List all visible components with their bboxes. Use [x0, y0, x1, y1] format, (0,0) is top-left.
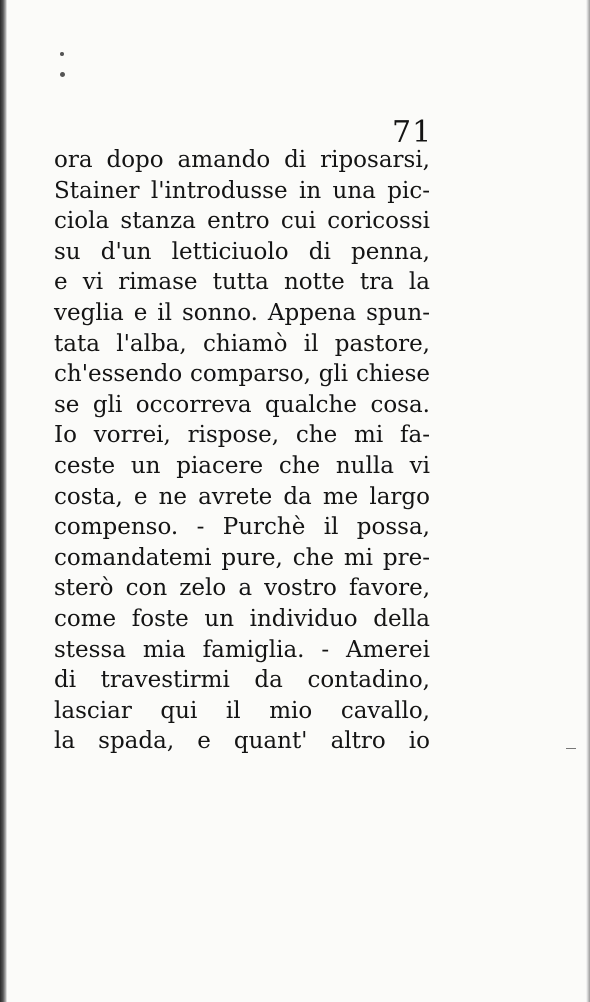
text-line: costa, e ne avrete da me largo [54, 483, 430, 510]
text-line: sterò con zelo a vostro favore, [54, 575, 430, 602]
text-line: veglia e il sonno. Appena spun- [54, 299, 430, 326]
page-outer-edge [586, 0, 590, 1002]
text-line: lasciar qui il mio cavallo, [54, 697, 430, 724]
page-number: 71 [392, 115, 433, 150]
text-line: ciola stanza entro cui coricossi [54, 208, 430, 235]
text-line: ora dopo amando di riposarsi, [54, 147, 430, 173]
text-line: ch'essendo comparso, gli chiese [54, 361, 430, 388]
text-line: tata l'alba, chiamò il pastore, [54, 330, 430, 357]
text-line: stessa mia famiglia. - Amerei [54, 636, 430, 663]
body-text [54, 145, 430, 757]
ink-speck [60, 52, 64, 56]
text-line: Io vorrei, rispose, che mi fa- [54, 422, 430, 449]
ink-speck [60, 72, 65, 77]
text-line: Stainer l'introdusse in una pic- [54, 177, 430, 204]
text-line: come foste un individuo della [54, 605, 430, 632]
page-binding-edge [0, 0, 7, 1002]
text-line: comandatemi pure, che mi pre- [54, 544, 430, 571]
text-line: su d'un letticiuolo di penna, [54, 238, 430, 265]
text-line: ceste un piacere che nulla vi [54, 452, 430, 479]
margin-mark [566, 748, 576, 749]
text-line: e vi rimase tutta notte tra la [54, 269, 430, 296]
text-line: di travestirmi da contadino, [54, 667, 430, 694]
text-line: se gli occorreva qualche cosa. [54, 391, 430, 418]
text-line: la spada, e quant' altro io [54, 728, 430, 755]
text-line: compenso. - Purchè il possa, [54, 514, 430, 541]
